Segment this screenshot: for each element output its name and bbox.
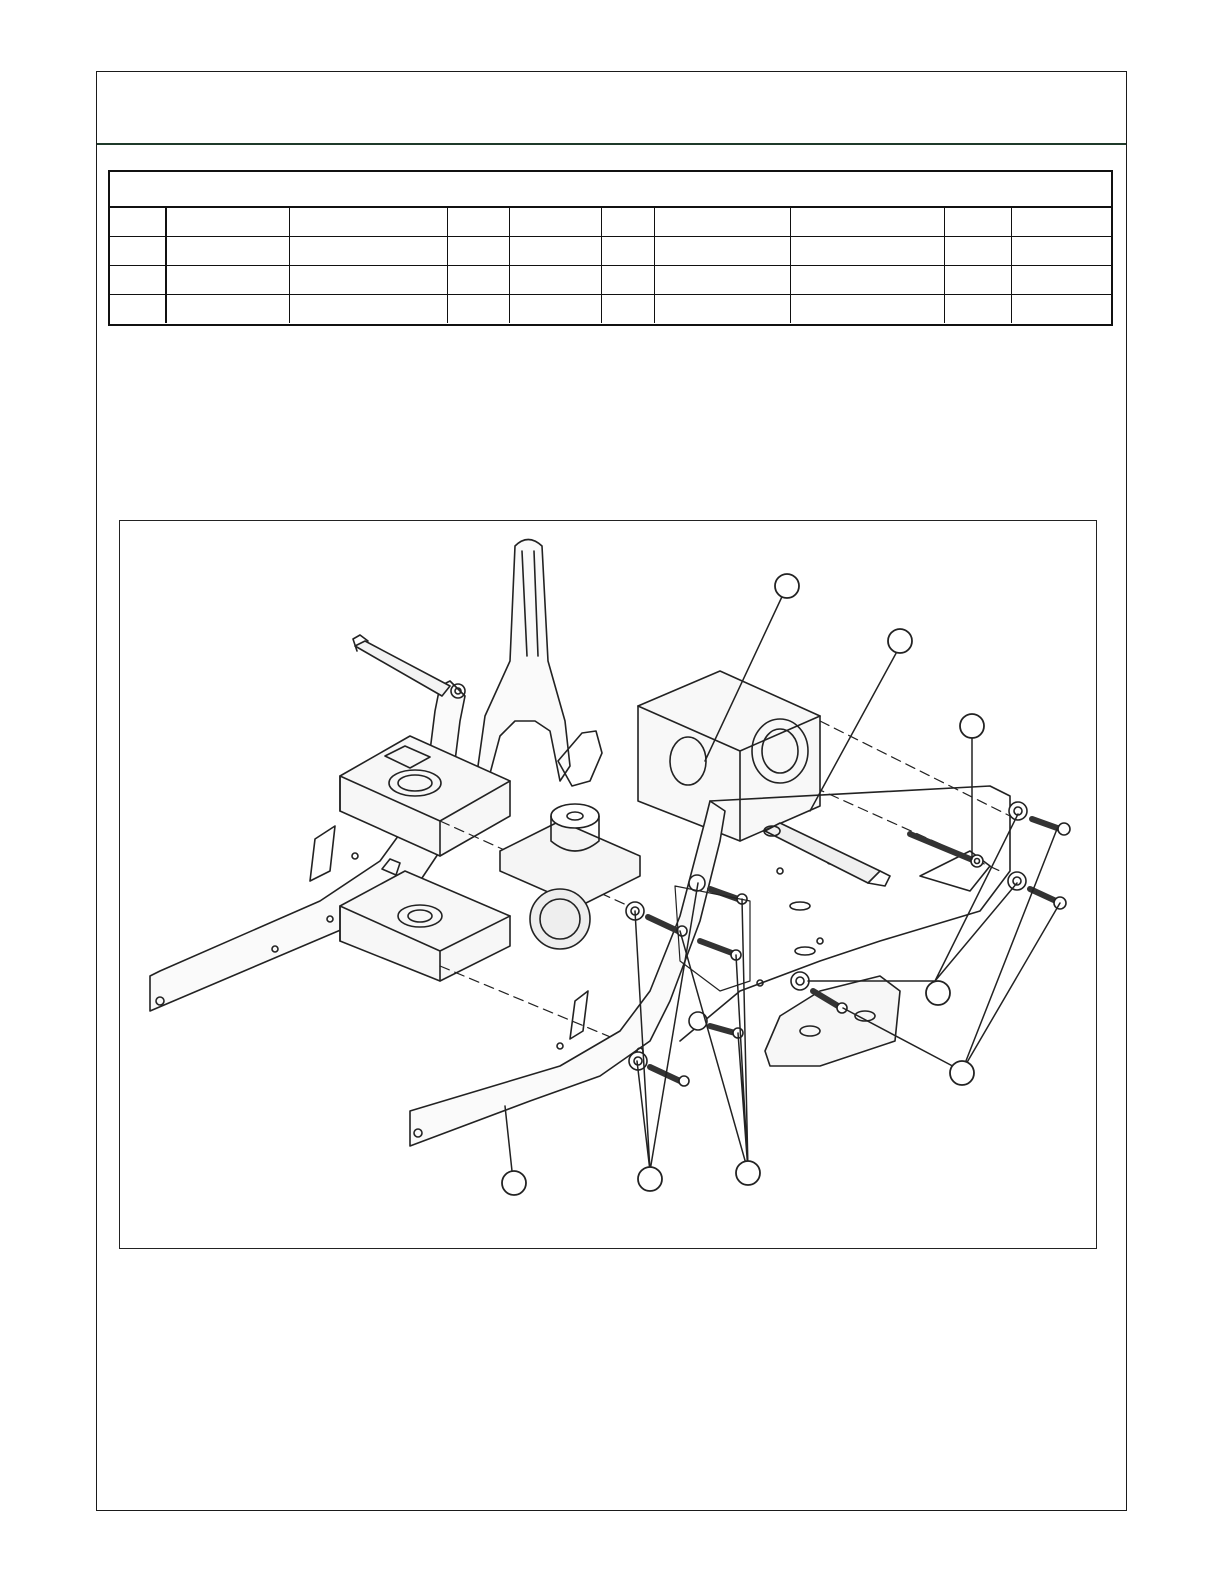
page-footer — [97, 1252, 1126, 1507]
parts-table-cell — [790, 295, 944, 324]
callout-circle — [736, 1161, 760, 1185]
parts-table-cell — [110, 237, 166, 266]
parts-table-title — [110, 172, 1111, 208]
parts-table-cell — [509, 295, 601, 324]
callout-circle — [960, 714, 984, 738]
parts-table-cell — [601, 266, 654, 295]
parts-table — [108, 170, 1113, 326]
parts-table-cell — [790, 266, 944, 295]
parts-table-cell — [509, 208, 601, 237]
parts-table-cell — [944, 266, 1011, 295]
callout-circle — [888, 629, 912, 653]
canopy-mount-fork — [478, 540, 602, 787]
parts-table-cell — [110, 295, 166, 324]
parts-table-cell — [447, 295, 509, 324]
parts-table-cell — [601, 208, 654, 237]
parts-table-cell — [166, 208, 289, 237]
parts-table-cell — [790, 208, 944, 237]
parts-table-cell — [447, 266, 509, 295]
parts-table-cell — [1011, 295, 1111, 324]
parts-table-cell — [654, 295, 790, 324]
parts-table-cell — [944, 208, 1011, 237]
parts-table-cell — [601, 237, 654, 266]
parts-table-cell — [944, 237, 1011, 266]
parts-table-cell — [289, 208, 447, 237]
parts-table-cell — [654, 208, 790, 237]
parts-table-cell — [289, 237, 447, 266]
washer-screw-2 — [1008, 872, 1066, 909]
exploded-view-drawing — [120, 521, 1098, 1250]
callout-circle — [926, 981, 950, 1005]
tail-mount-plate — [765, 851, 990, 1066]
parts-table-row — [110, 208, 1111, 237]
parts-table-cell — [289, 266, 447, 295]
parts-table-cell — [1011, 208, 1111, 237]
parts-table-cell — [601, 295, 654, 324]
parts-table-cell — [166, 266, 289, 295]
instructions-text — [108, 342, 1113, 502]
page-header — [97, 72, 1126, 145]
parts-table-cell — [110, 208, 166, 237]
callout-circle — [638, 1167, 662, 1191]
callout-circle — [950, 1061, 974, 1085]
parts-table-cell — [166, 237, 289, 266]
parts-table-row — [110, 266, 1111, 295]
parts-table-cell — [1011, 266, 1111, 295]
callout-circle — [775, 574, 799, 598]
parts-table-cell — [944, 295, 1011, 324]
parts-table-cell — [447, 208, 509, 237]
parts-table-cell — [166, 295, 289, 324]
pulley-gear-assembly — [500, 804, 640, 949]
parts-table-cell — [289, 295, 447, 324]
parts-table-cell — [654, 237, 790, 266]
assembly-figure — [119, 520, 1097, 1249]
parts-table-cell — [110, 266, 166, 295]
washer-screw-1 — [1009, 802, 1070, 835]
parts-table-row — [110, 295, 1111, 324]
parts-table-cell — [1011, 237, 1111, 266]
parts-table-cell — [447, 237, 509, 266]
page-frame — [96, 71, 1127, 1511]
parts-table-cell — [790, 237, 944, 266]
gearbox-housing — [638, 671, 820, 841]
parts-table-cell — [654, 266, 790, 295]
front-shaft — [764, 823, 890, 886]
parts-table-cell — [509, 266, 601, 295]
callout-circle — [502, 1171, 526, 1195]
rear-shaft — [353, 635, 465, 698]
parts-table-grid — [110, 208, 1111, 323]
parts-table-cell — [509, 237, 601, 266]
parts-table-row — [110, 237, 1111, 266]
